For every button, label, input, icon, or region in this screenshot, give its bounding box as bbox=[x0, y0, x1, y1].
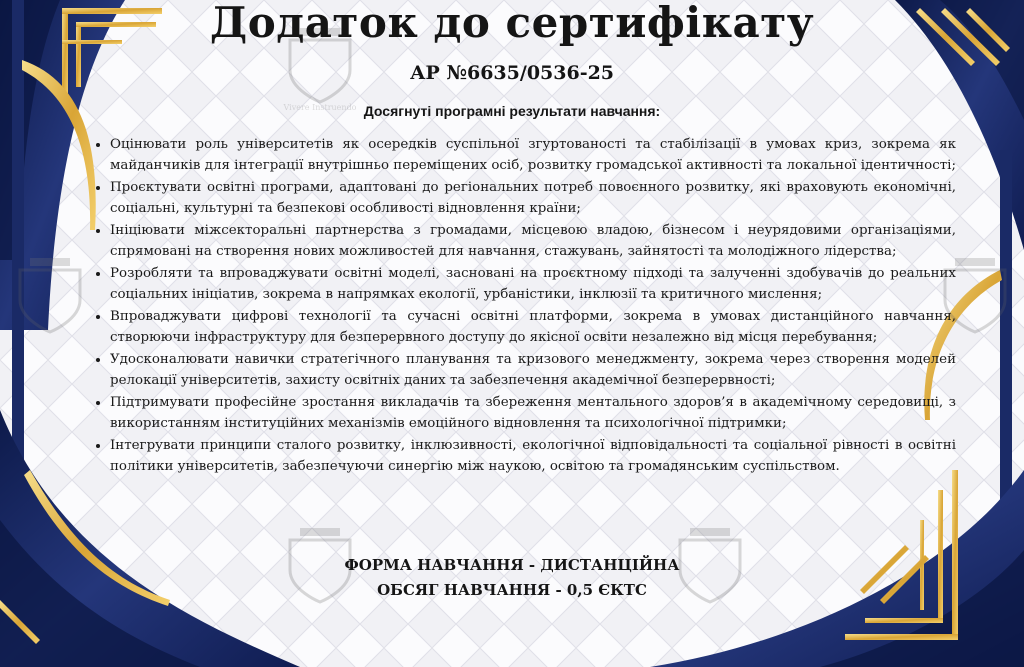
list-item: • Ініціювати міжсекторальні партнерства з громадами, місцевою владою, бізнесом і неурядовими організаціями, спрямовані на створення нових можливостей для навчання, стажувань, зайнятості та молодіжного лідерства; bbox=[110, 220, 956, 262]
page-title: Додаток до сертифікату bbox=[209, 0, 815, 47]
list-item: • Інтегрувати принципи сталого розвитку, інклюзивності, екологічної відповідальності та соціальної рівності в освітні політики університетів, забезпечуючи синергію між наукою, освітою та громадянським суспільством. bbox=[110, 435, 956, 477]
svg-text:Vivere Instruendo: Vivere Instruendo bbox=[283, 103, 357, 112]
list-item: • Проєктувати освітні програми, адаптовані до регіональних потреб повоєнного розвитку, які враховують економічні, соціальні, культурні та безпекові особливості відновлення країни; bbox=[110, 177, 956, 219]
list-item: • Удосконалювати навички стратегічного планування та кризового менеджменту, зокрема через створення моделей релокації університетів, захисту освітніх даних та забезпечення академічної безперервності; bbox=[110, 349, 956, 391]
list-item: • Підтримувати професійне зростання викладачів та збереження ментального здоров’я в академічному середовищі, з використанням інституційних механізмів емоційного відновлення та психологічної підтримки; bbox=[110, 392, 956, 434]
study-volume: ОБСЯГ НАВЧАННЯ - 0,5 ЄКТС bbox=[377, 581, 647, 599]
study-form: ФОРМА НАВЧАННЯ - ДИСТАНЦІЙНА bbox=[344, 556, 680, 574]
certificate-number: АР №6635/0536-25 bbox=[409, 62, 615, 84]
list-item: • Оцінювати роль університетів як осередків суспільної згуртованості та стабілізації в умовах криз, зокрема як майданчиків для інтеграції внутрішньо переміщених осіб, розвитку громадської активності та локальної ідентичності; bbox=[110, 134, 956, 176]
list-item: • Розробляти та впроваджувати освітні моделі, засновані на проєктному підході та залученні здобувачів до реальних соціальних ініціатив, зокрема в напрямках екології, урбаністики, інклюзії та критичного мислення; bbox=[110, 263, 956, 305]
learning-outcomes-list bbox=[92, 134, 956, 478]
section-heading: Досягнуті програмні результати навчання: bbox=[363, 103, 661, 119]
list-item: • Впроваджувати цифрові технології та сучасні освітні платформи, зокрема в умовах дистанційного навчання, створюючи інфраструктуру для безперервного доступу до якісної освіти незалежно від місця перебування; bbox=[110, 306, 956, 348]
